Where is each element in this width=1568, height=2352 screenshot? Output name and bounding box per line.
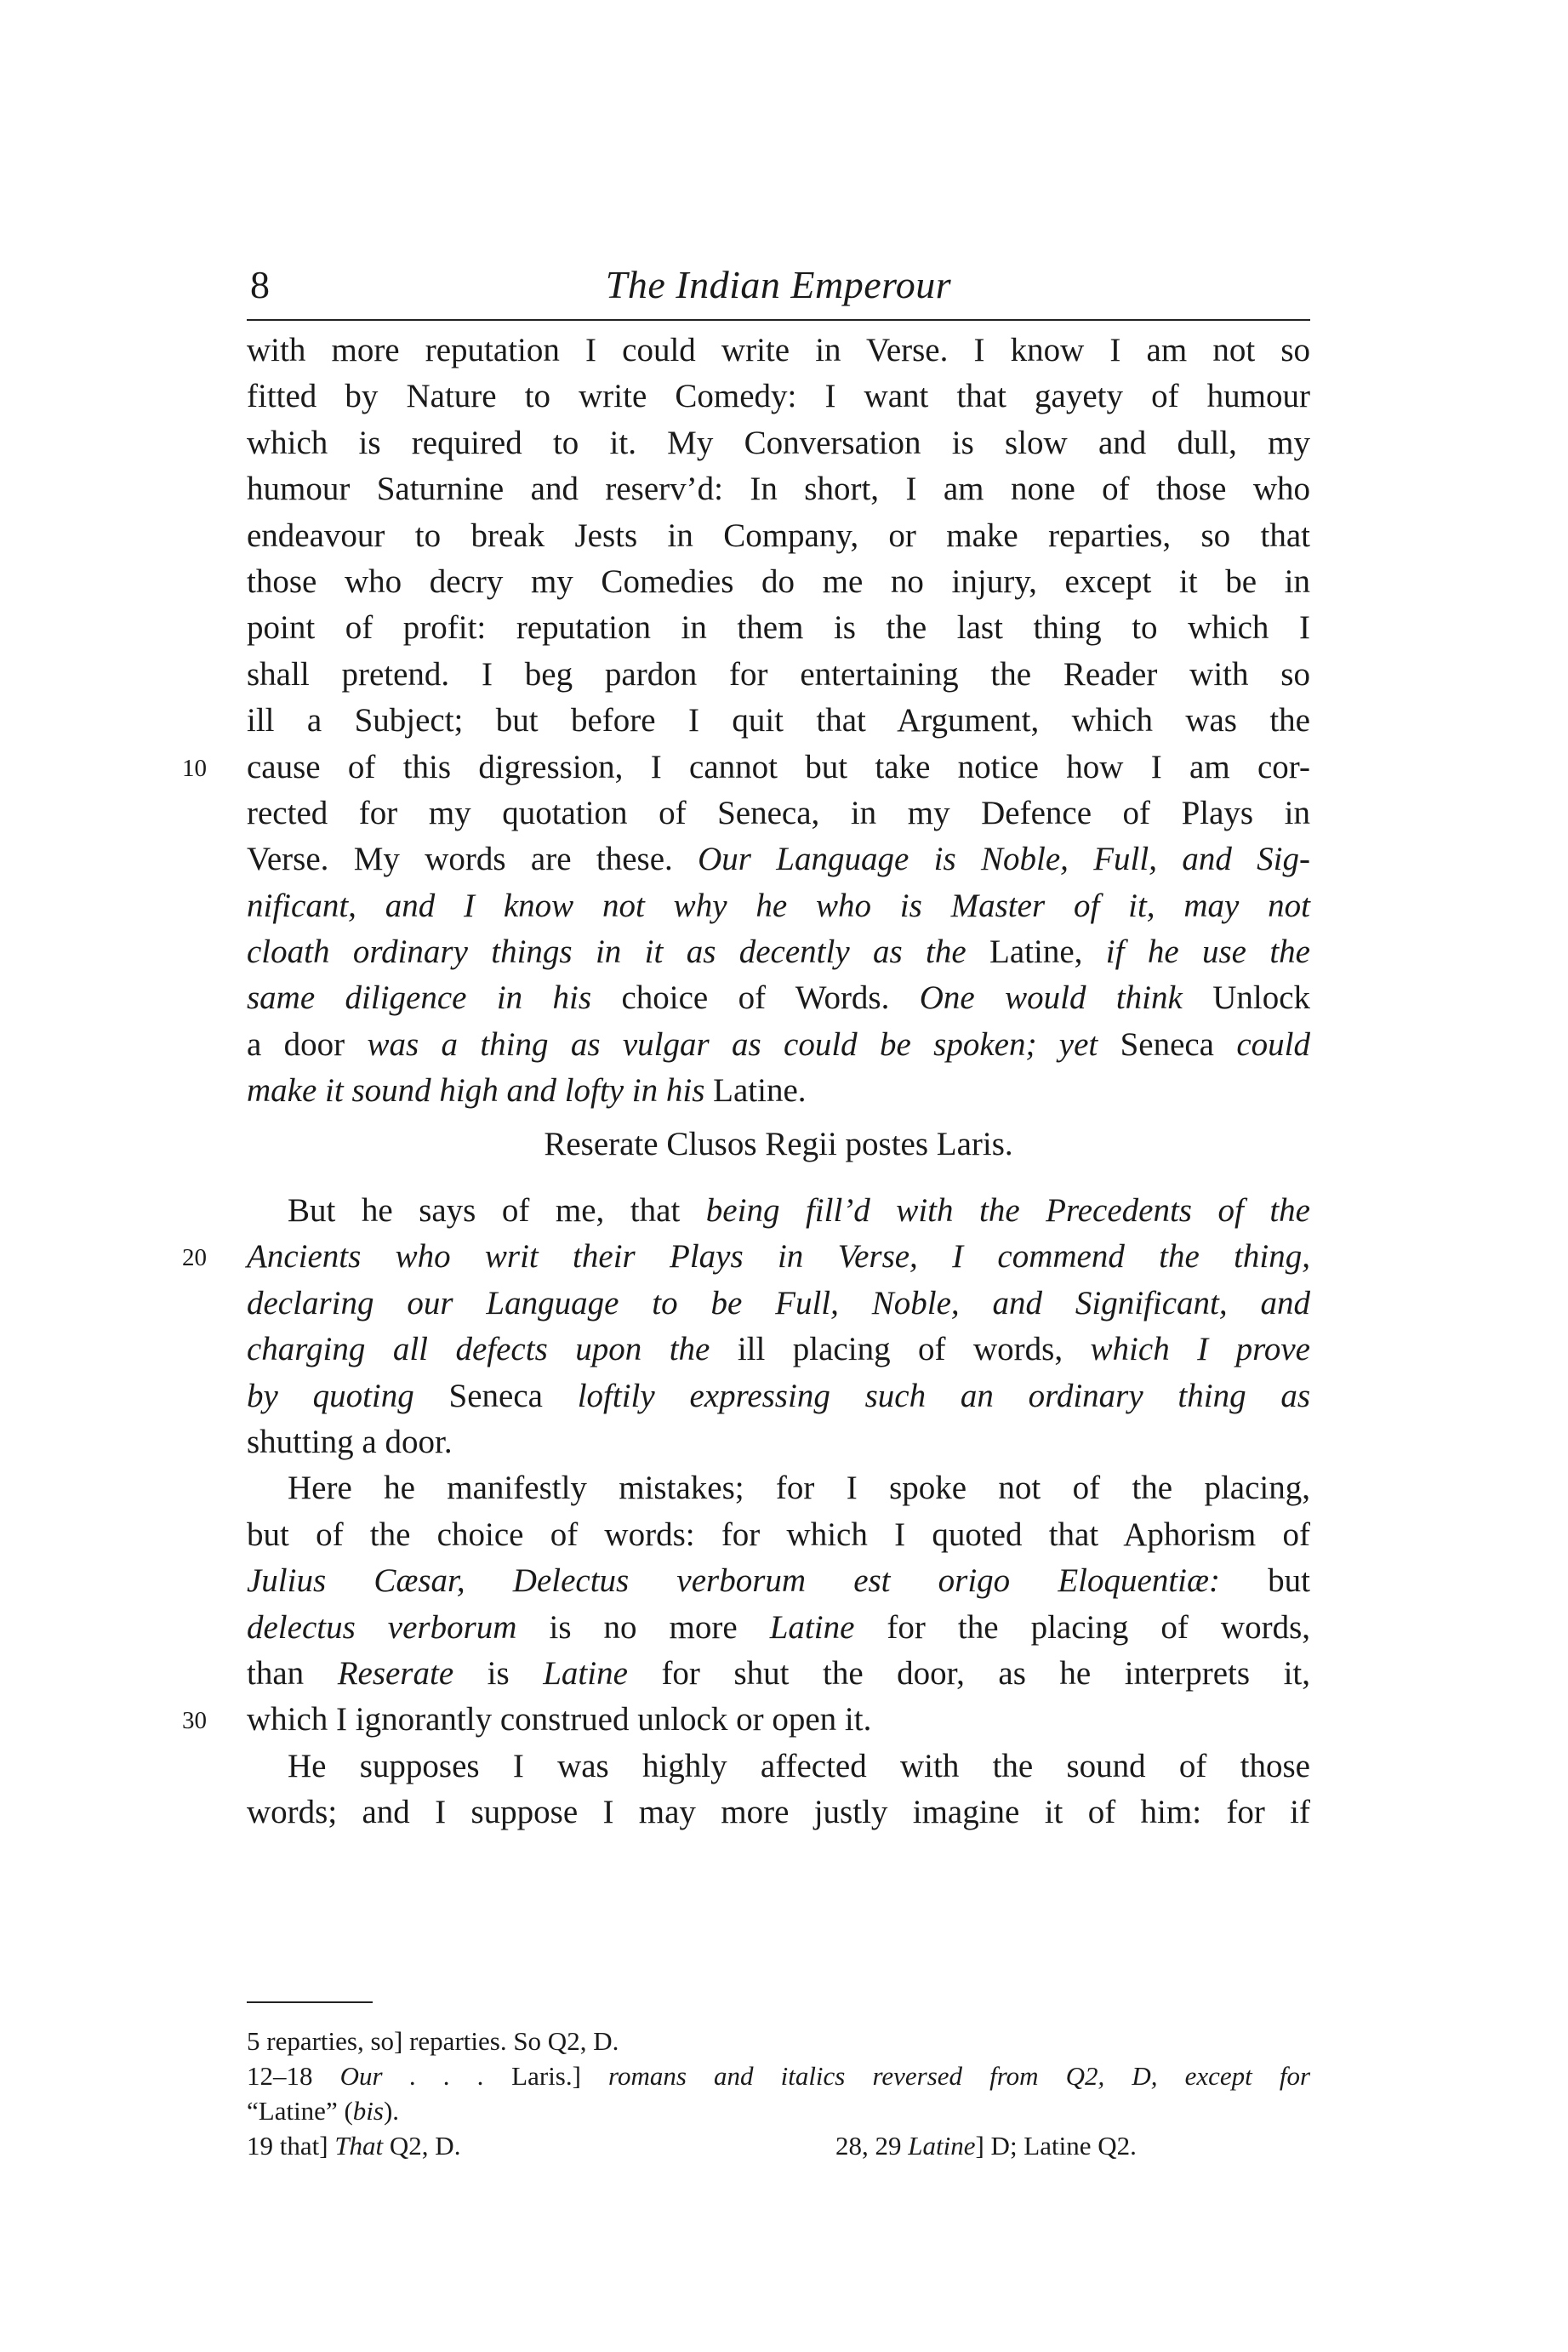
running-title: The Indian Emperour <box>605 263 952 306</box>
line-number: 10 <box>182 754 207 782</box>
text-line: a door was a thing as vulgar as could be spoken; yet Seneca could <box>247 1025 1310 1063</box>
line-number: 20 <box>182 1244 207 1272</box>
text-line: but of the choice of words: for which I quoted that Aphorism of <box>247 1516 1310 1553</box>
footnote: 5 reparties, so] reparties. So Q2, D. <box>247 2026 619 2056</box>
header-rule <box>247 319 1310 321</box>
text-line: declaring our Language to be Full, Noble, and Significant, and <box>247 1284 1310 1322</box>
text-line: with more reputation I could write in Verse. I know I am not so <box>247 332 1310 368</box>
text-line: cloath ordinary things in it as decently as the Latine, if he use the <box>247 933 1310 971</box>
text-line: delectus verborum is no more Latine for the placing of words, <box>247 1608 1311 1646</box>
text-line: endeavour to break Jests in Company, or make reparties, so that <box>247 517 1310 554</box>
text-line: He supposes I was highly affected with the sound of those <box>288 1747 1310 1784</box>
text-line: shall pretend. I beg pardon for entertaining the Reader with so <box>247 655 1310 693</box>
text-line: which is required to it. My Conversation is slow and dull, my <box>247 424 1310 461</box>
text-line: fitted by Nature to write Comedy: I want that gayety of humour <box>247 378 1310 415</box>
text-line: rected for my quotation of Seneca, in my Defence of Plays in <box>247 794 1310 831</box>
text-line: 10 cause of this digression, I cannot but take notice how I am cor- <box>247 745 1310 791</box>
text-line: shutting a door. <box>247 1423 453 1460</box>
footnotes <box>247 2024 1310 2163</box>
footnote-rule <box>247 2001 373 2003</box>
text-line: nificant, and I know not why he who is Master of it, may not <box>247 887 1310 924</box>
text-line: humour Saturnine and reserv’d: In short, I am none of those who <box>247 471 1310 508</box>
footnote: 12–18 Our . . . Laris.] romans and italics reversed from Q2, D, except for <box>247 2061 1311 2091</box>
page-header <box>247 255 1310 315</box>
text-line: point of profit: reputation in them is the last thing to which I <box>247 609 1310 647</box>
text-line: by quoting Seneca loftily expressing such an ordinary thing as <box>247 1377 1311 1414</box>
page-number: 8 <box>250 263 270 306</box>
text-line: make it sound high and lofty in his Latine. <box>247 1072 807 1110</box>
text-line: 30 which I ignorantly construed unlock or open it. <box>247 1697 1310 1743</box>
text-line: Here he manifestly mistakes; for I spoke not of the placing, <box>288 1470 1310 1507</box>
text-line: ill a Subject; but before I quit that Argument, which was the <box>247 702 1310 739</box>
text-line: than Reserate is Latine for shut the door, as he interprets it, <box>247 1654 1310 1692</box>
text-line: same diligence in his choice of Words. One would think Unlock <box>247 979 1310 1017</box>
main-text <box>182 328 1311 1836</box>
text-line: But he says of me, that being fill’d with the Precedents of the <box>288 1192 1310 1230</box>
verse-quotation: Reserate Clusos Regii postes Laris. <box>544 1125 1013 1162</box>
footnote: 28, 29 Latine] D; Latine Q2. <box>835 2131 1137 2161</box>
line-number: 30 <box>182 1707 207 1735</box>
footnote-continuation: “Latine” (bis). <box>247 2096 400 2126</box>
footnote: 19 that] That Q2, D. 28, 29 Latine] D; Latine Q2. <box>247 2128 1310 2163</box>
text-line: words; and I suppose I may more justly imagine it of him: for if <box>247 1794 1310 1831</box>
text-line: Verse. My words are these. Our Language is Noble, Full, and Sig- <box>247 841 1310 878</box>
text-line: 20 Ancients who writ their Plays in Verse, I commend the thing, <box>247 1234 1310 1280</box>
text-line: Julius Cæsar, Delectus verborum est origo Eloquentiæ: but <box>247 1562 1310 1600</box>
text-line: charging all defects upon the ill placing of words, which I prove <box>247 1331 1310 1368</box>
text-line: those who decry my Comedies do me no injury, except it be in <box>247 562 1310 600</box>
